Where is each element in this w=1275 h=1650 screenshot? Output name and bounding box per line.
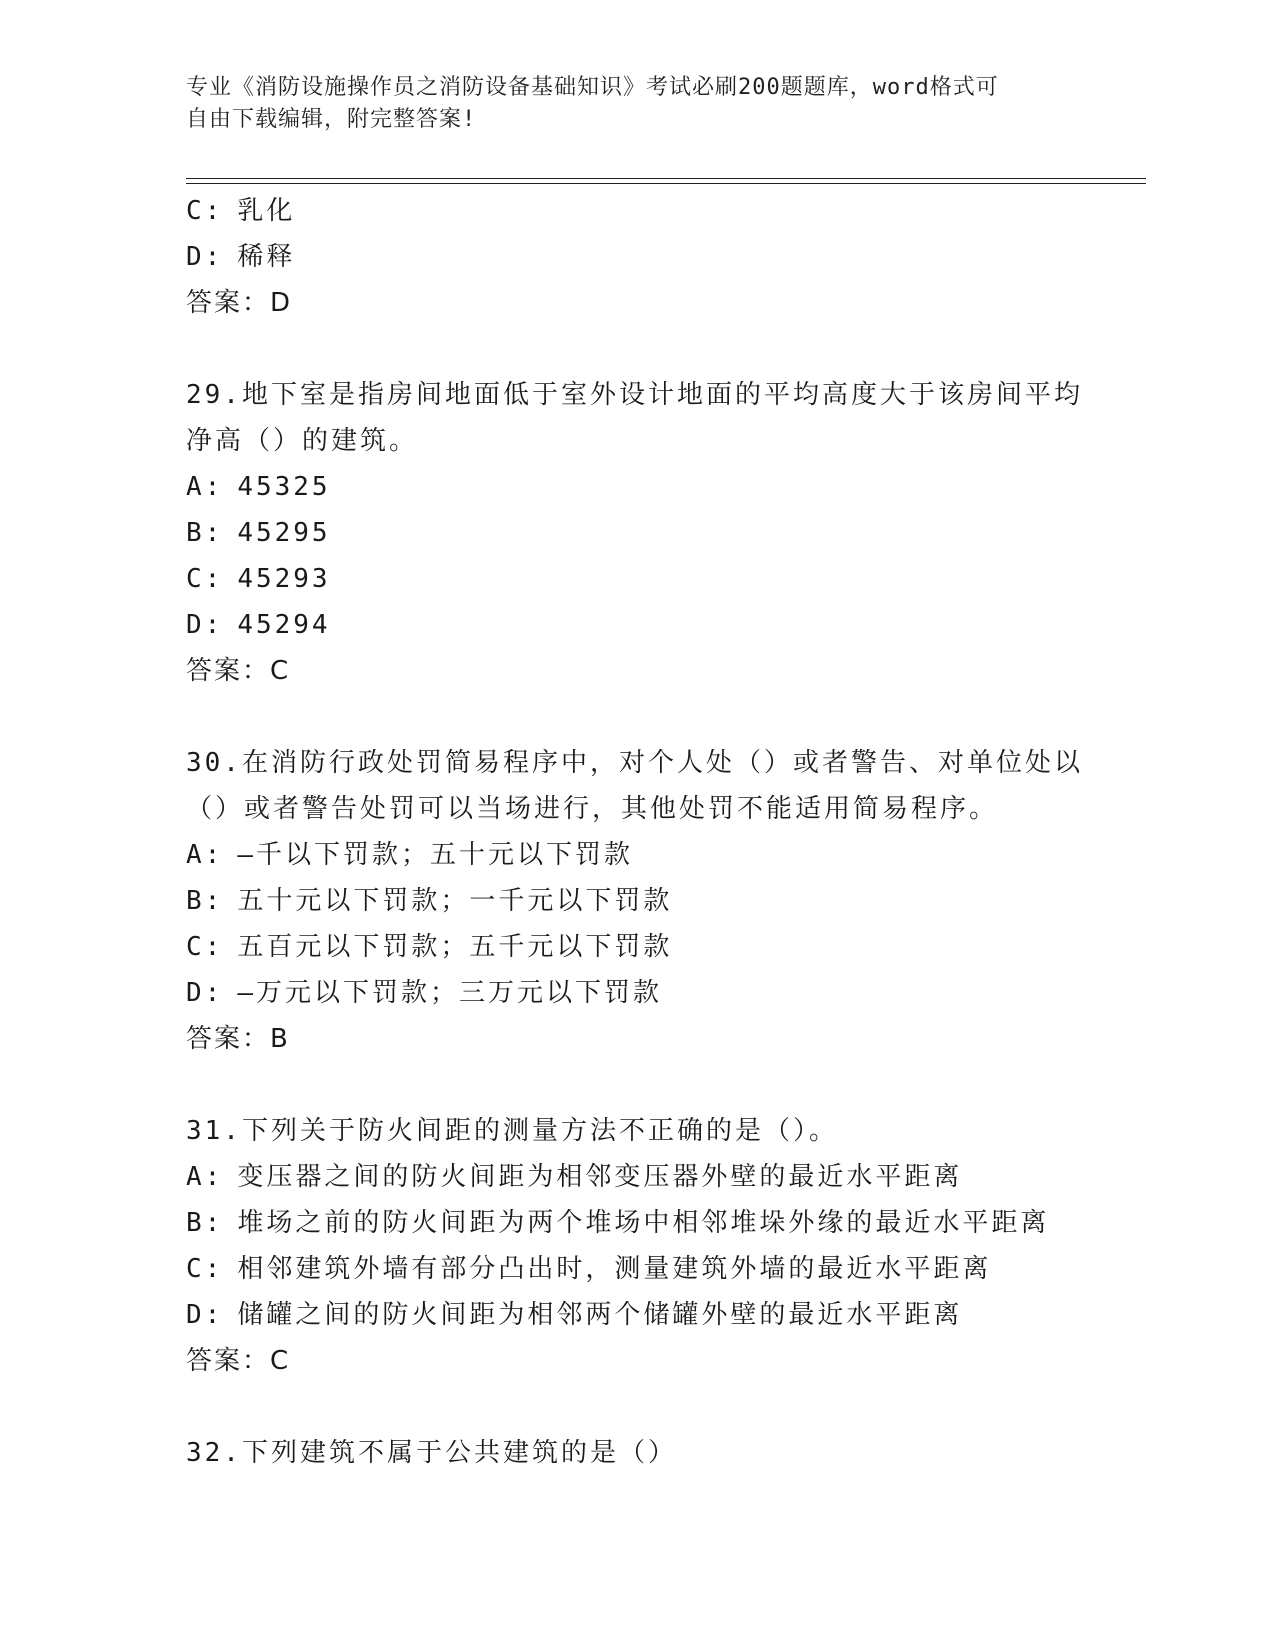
- header-rule-top: [186, 178, 1146, 179]
- page-header: [186, 72, 1066, 136]
- option-d: D: —万元以下罚款；三万元以下罚款: [186, 978, 662, 1008]
- question-text-line-1: 29.地下室是指房间地面低于室外设计地面的平均高度大于该房间平均: [186, 380, 1083, 410]
- option-c: C: 相邻建筑外墙有部分凸出时，测量建筑外墙的最近水平距离: [186, 1254, 992, 1284]
- question-text-line-1: 31.下列关于防火间距的测量方法不正确的是（）。: [186, 1116, 838, 1146]
- header-line-1: 专业《消防设施操作员之消防设备基础知识》考试必刷200题题库，word格式可: [186, 75, 999, 100]
- question-31: [186, 1108, 1086, 1384]
- option-d: D: 储罐之间的防火间距为相邻两个储罐外壁的最近水平距离: [186, 1300, 963, 1330]
- question-list: [186, 188, 1086, 1476]
- question-30: [186, 740, 1086, 1062]
- header-rule-bottom: [186, 183, 1146, 184]
- answer: 答案：D: [186, 288, 293, 318]
- option-b: B: 堆场之前的防火间距为两个堆场中相邻堆垛外缘的最近水平距离: [186, 1208, 1050, 1238]
- option-a: A: 45325: [186, 472, 331, 502]
- answer: 答案：B: [186, 1024, 290, 1054]
- question-text-line-2: 净高（）的建筑。: [186, 426, 419, 456]
- option-a: A: 变压器之间的防火间距为相邻变压器外壁的最近水平距离: [186, 1162, 963, 1192]
- option-b: B: 45295: [186, 518, 331, 548]
- option-d: D: 稀释: [186, 242, 296, 272]
- header-line-2: 自由下载编辑，附完整答案!: [186, 107, 477, 132]
- answer: 答案：C: [186, 1346, 291, 1376]
- question-28-tail: [186, 188, 1086, 326]
- question-32: [186, 1430, 1086, 1476]
- answer: 答案：C: [186, 656, 291, 686]
- option-d: D: 45294: [186, 610, 331, 640]
- question-text-line-2: （）或者警告处罚可以当场进行，其他处罚不能适用简易程序。: [186, 794, 999, 824]
- question-29: [186, 372, 1086, 694]
- question-text-line-1: 30.在消防行政处罚简易程序中，对个人处（）或者警告、对单位处以: [186, 748, 1083, 778]
- question-text-line-1: 32.下列建筑不属于公共建筑的是（）: [186, 1438, 677, 1468]
- option-c: C: 五百元以下罚款；五千元以下罚款: [186, 932, 673, 962]
- option-a: A: —千以下罚款；五十元以下罚款: [186, 840, 633, 870]
- option-c: C: 45293: [186, 564, 331, 594]
- option-b: B: 五十元以下罚款；一千元以下罚款: [186, 886, 673, 916]
- option-c: C: 乳化: [186, 196, 296, 226]
